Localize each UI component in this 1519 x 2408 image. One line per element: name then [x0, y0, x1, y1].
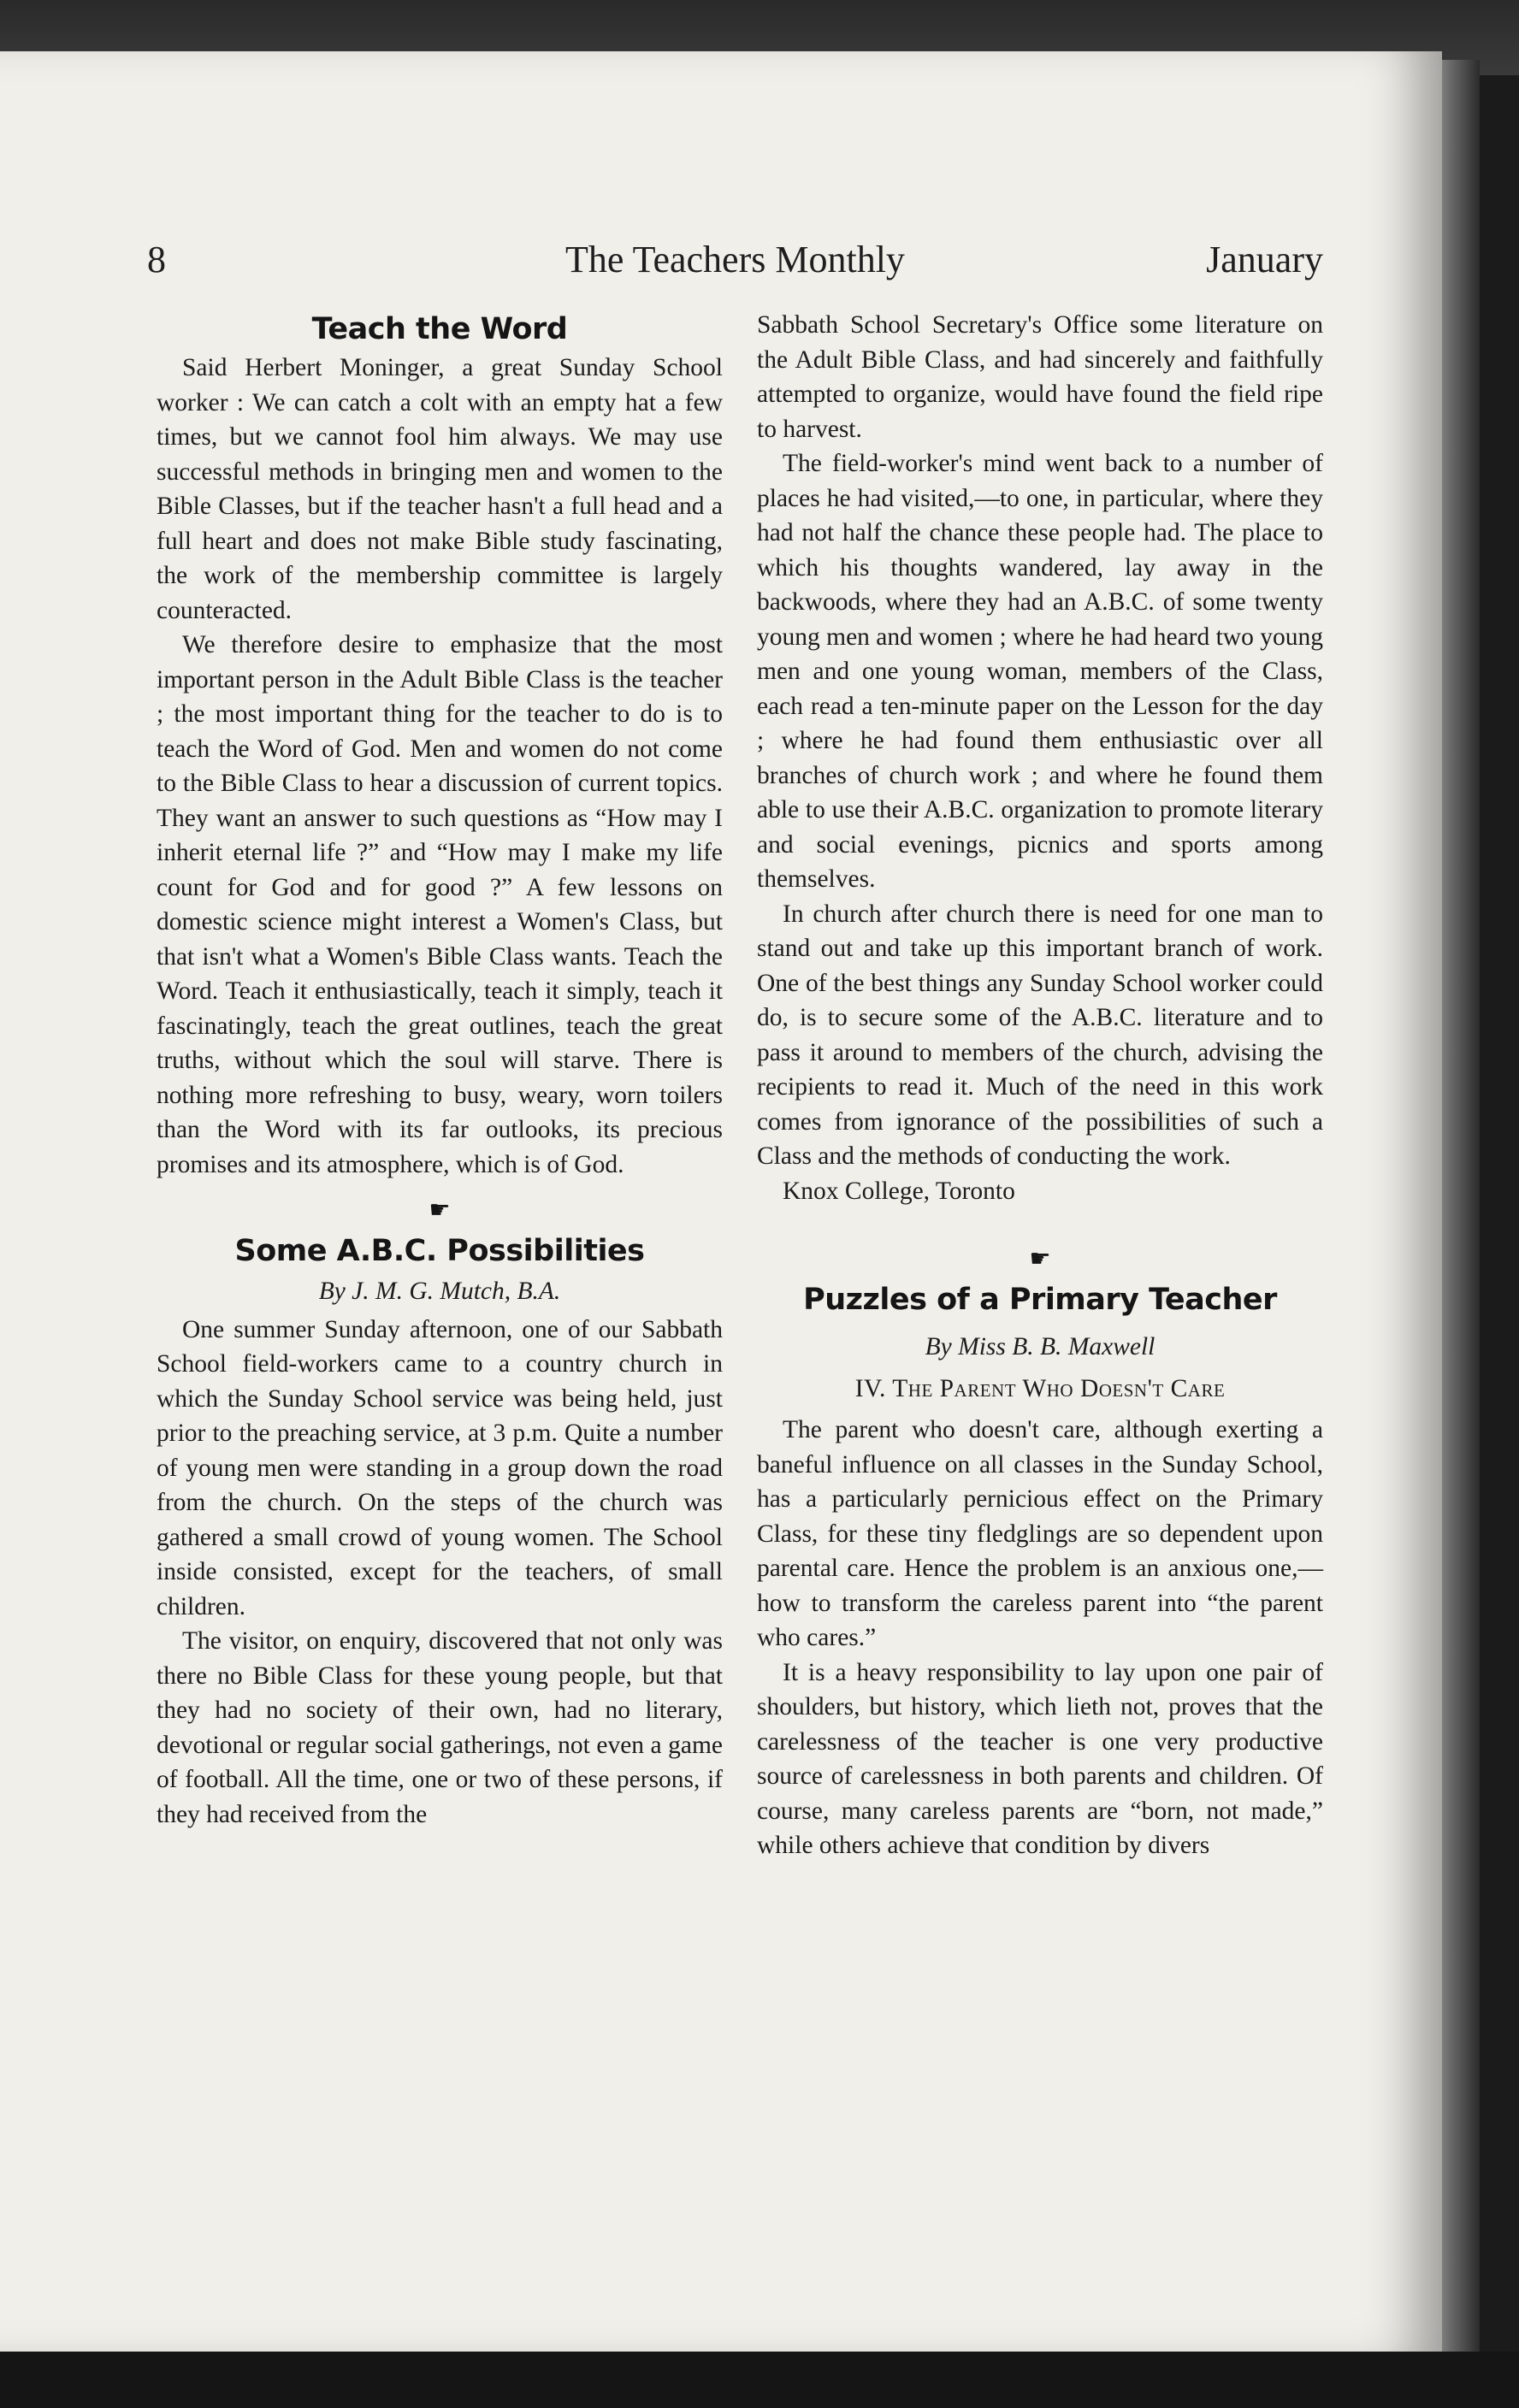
paragraph: We therefore desire to emphasize that the most important person in the Adult Bible Class is the teacher ; the most important thing for the teacher to do is to teach the Word of God. Men and women do not come to the Bible Class to hear a discussion of current topics. They want an answer to such questions as “How may I inherit eternal life ?” and “How may I make my life count for God and for good ?” A few lessons on domestic science might interest a Women's Class, but that isn't what a Women's Bible Class wants. Teach the Word. Teach it enthusiastically, teach it simply, teach it fascinatingly, teach the great outlines, teach the great truths, without which the soul will starve. There is nothing more refreshing to busy, weary, worn toilers than the Word with its far outlooks, its precious promises and its atmosphere, which is of God. — [157, 631, 723, 1178]
paragraph: The visitor, on enquiry, discovered that not only was there no Bible Class for these young people, but that they had no society of their own, had no literary, devotional or regular social gatherings, not even a game of football. All the time, one or two of these persons, if they had received from the — [157, 1627, 723, 1828]
scan-bottom-border — [0, 2352, 1519, 2408]
paragraph: It is a heavy responsibility to lay upon one pair of shoulders, but history, which lieth not, proves that the carelessness of the teacher is one very productive source of carelessness in both parents and children. Of course, many careless parents are “born, not made,” while others achieve that condition by divers — [757, 1658, 1323, 1859]
article-title-puzzles: Puzzles of a Primary Teacher — [803, 1283, 1277, 1317]
ornament-pointing-hand-icon: ☛ — [1029, 1246, 1051, 1272]
byline: By Miss B. B. Maxwell — [925, 1333, 1156, 1360]
paragraph: In church after church there is need for one man to stand out and take up this important branch of work. One of the best things any Sunday School worker could do, is to secure some of the A.B.C. literature and to pass it around to members of the church, advising the recipients to read it. Much of the need in this work comes from ignorance of the possibilities of such a Class and the methods of conducting the work. — [757, 900, 1323, 1170]
paragraph: Said Herbert Moninger, a great Sunday School worker : We can catch a colt with an empty hat a few times, but we cannot fool him always. We may use successful methods in bringing men and women to the Bible Classes, but if the teacher hasn't a full head and a full heart and does not make Bible study fascinating, the work of the membership committee is largely counteracted. — [157, 354, 723, 624]
article-title-abc-possibilities: Some A.B.C. Possibilities — [234, 1234, 645, 1268]
publication-title: The Teachers Monthly — [565, 239, 905, 280]
article-title-teach-the-word: Teach the Word — [311, 312, 568, 346]
left-column — [157, 308, 723, 1832]
right-column — [757, 308, 1323, 1863]
ornament-pointing-hand-icon: ☛ — [429, 1197, 451, 1224]
page-number: 8 — [147, 239, 166, 280]
paragraph: One summer Sunday afternoon, one of our Sabbath School field-workers came to a country church in which the Sunday School service was being held, just prior to the preaching service, at 3 p.m. Quite a number of young men were standing in a group down the road from the church. On the steps of the church was gathered a small crowd of young women. The School inside consisted, except for the teachers, of small children. — [157, 1315, 723, 1620]
section-subhead: IV. The Parent Who Doesn't Care — [854, 1374, 1226, 1402]
dateline: Knox College, Toronto — [783, 1177, 1015, 1205]
paragraph: The parent who doesn't care, although exerting a baneful influence on all classes in the Sunday School, has a particularly pernicious effect on the Primary Class, for these tiny fledglings are so dependent upon parental care. Hence the problem is an anxious one,—how to transform the careless parent into “the parent who cares.” — [757, 1416, 1323, 1651]
running-header — [147, 238, 1323, 289]
issue-month: January — [1206, 239, 1323, 280]
byline: By J. M. G. Mutch, B.A. — [318, 1278, 561, 1305]
paragraph: Sabbath School Secretary's Office some literature on the Adult Bible Class, and had sincerely and faithfully attempted to organize, would have found the field ripe to harvest. — [757, 311, 1323, 443]
paragraph: The field-worker's mind went back to a number of places he had visited,—to one, in particular, where they had not half the chance these people had. The place to which his thoughts wandered, lay away in the backwoods, where they had an A.B.C. of some twenty young men and women ; where he had heard two young men and one young woman, members of the Class, each read a ten-minute paper on the Lesson for the day ; where he had found them enthusiastic over all branches of church work ; and where he found them able to use their A.B.C. organization to promote literary and social evenings, picnics and sports among themselves. — [757, 450, 1323, 893]
